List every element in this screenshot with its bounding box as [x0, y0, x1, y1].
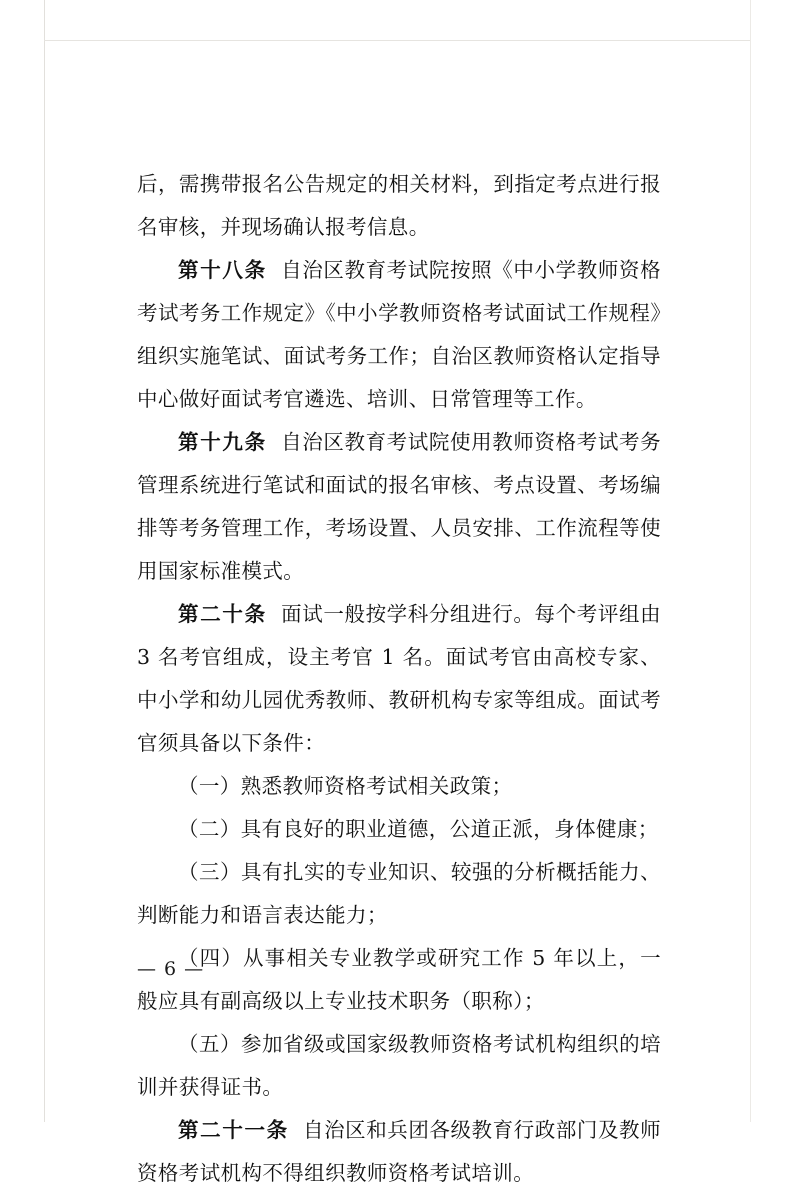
page-number: — 6 — — [137, 958, 205, 980]
article-21 — [137, 1109, 661, 1195]
article-19 — [137, 421, 661, 593]
page-edge-left — [44, 0, 45, 1122]
list-item-4 — [137, 937, 661, 1023]
paragraph-text: 自治区教育考试院按照《中小学教师资格考试考务工作规定》《中小学教师资格考试面试工作规程》组织实施笔试、面试考务工作；自治区教师资格认定指导中心做好面试考官遴选、培训、日常管理等工作。 — [137, 258, 661, 411]
paragraph-text: 后，需携带报名公告规定的相关材料，到指定考点进行报名审核，并现场确认报考信息。 — [137, 172, 661, 239]
paragraph-text: 面试一般按学科分组进行。每个考评组由 3 名考官组成，设主考官 1 名。面试考官由高校专家、中小学和幼儿园优秀教师、教研机构专家等组成。面试考官须具备以下条件： — [137, 602, 661, 755]
paragraph-text: （三）具有扎实的专业知识、较强的分析概括能力、判断能力和语言表达能力； — [137, 860, 661, 927]
paragraph-text: （二）具有良好的职业道德，公道正派，身体健康； — [178, 817, 659, 841]
list-item-5 — [137, 1023, 661, 1109]
article-heading: 第十八条 — [178, 258, 267, 282]
paragraph-text: 自治区和兵团各级教育行政部门及教师资格考试机构不得组织教师资格考试培训。 — [137, 1118, 661, 1185]
list-item-1 — [137, 765, 661, 808]
document-body — [137, 163, 661, 1195]
article-heading: 第二十条 — [178, 602, 267, 626]
page-edge-right — [750, 0, 751, 1122]
paragraph-text: （五）参加省级或国家级教师资格考试机构组织的培训并获得证书。 — [137, 1032, 661, 1099]
paragraph-text: （一）熟悉教师资格考试相关政策； — [178, 774, 513, 798]
list-item-3 — [137, 851, 661, 937]
page-edge-top — [44, 40, 750, 41]
paragraph-continued — [137, 163, 661, 249]
list-item-2 — [137, 808, 661, 851]
article-heading: 第十九条 — [178, 430, 267, 454]
paragraph-text: 自治区教育考试院使用教师资格考试考务管理系统进行笔试和面试的报名审核、考点设置、考场编排等考务管理工作，考场设置、人员安排、工作流程等使用国家标准模式。 — [137, 430, 661, 583]
article-heading: 第二十一条 — [178, 1118, 289, 1142]
paragraph-text: （四）从事相关专业教学或研究工作 5 年以上，一般应具有副高级以上专业技术职务（职称）； — [137, 946, 661, 1013]
article-20 — [137, 593, 661, 765]
article-18 — [137, 249, 661, 421]
